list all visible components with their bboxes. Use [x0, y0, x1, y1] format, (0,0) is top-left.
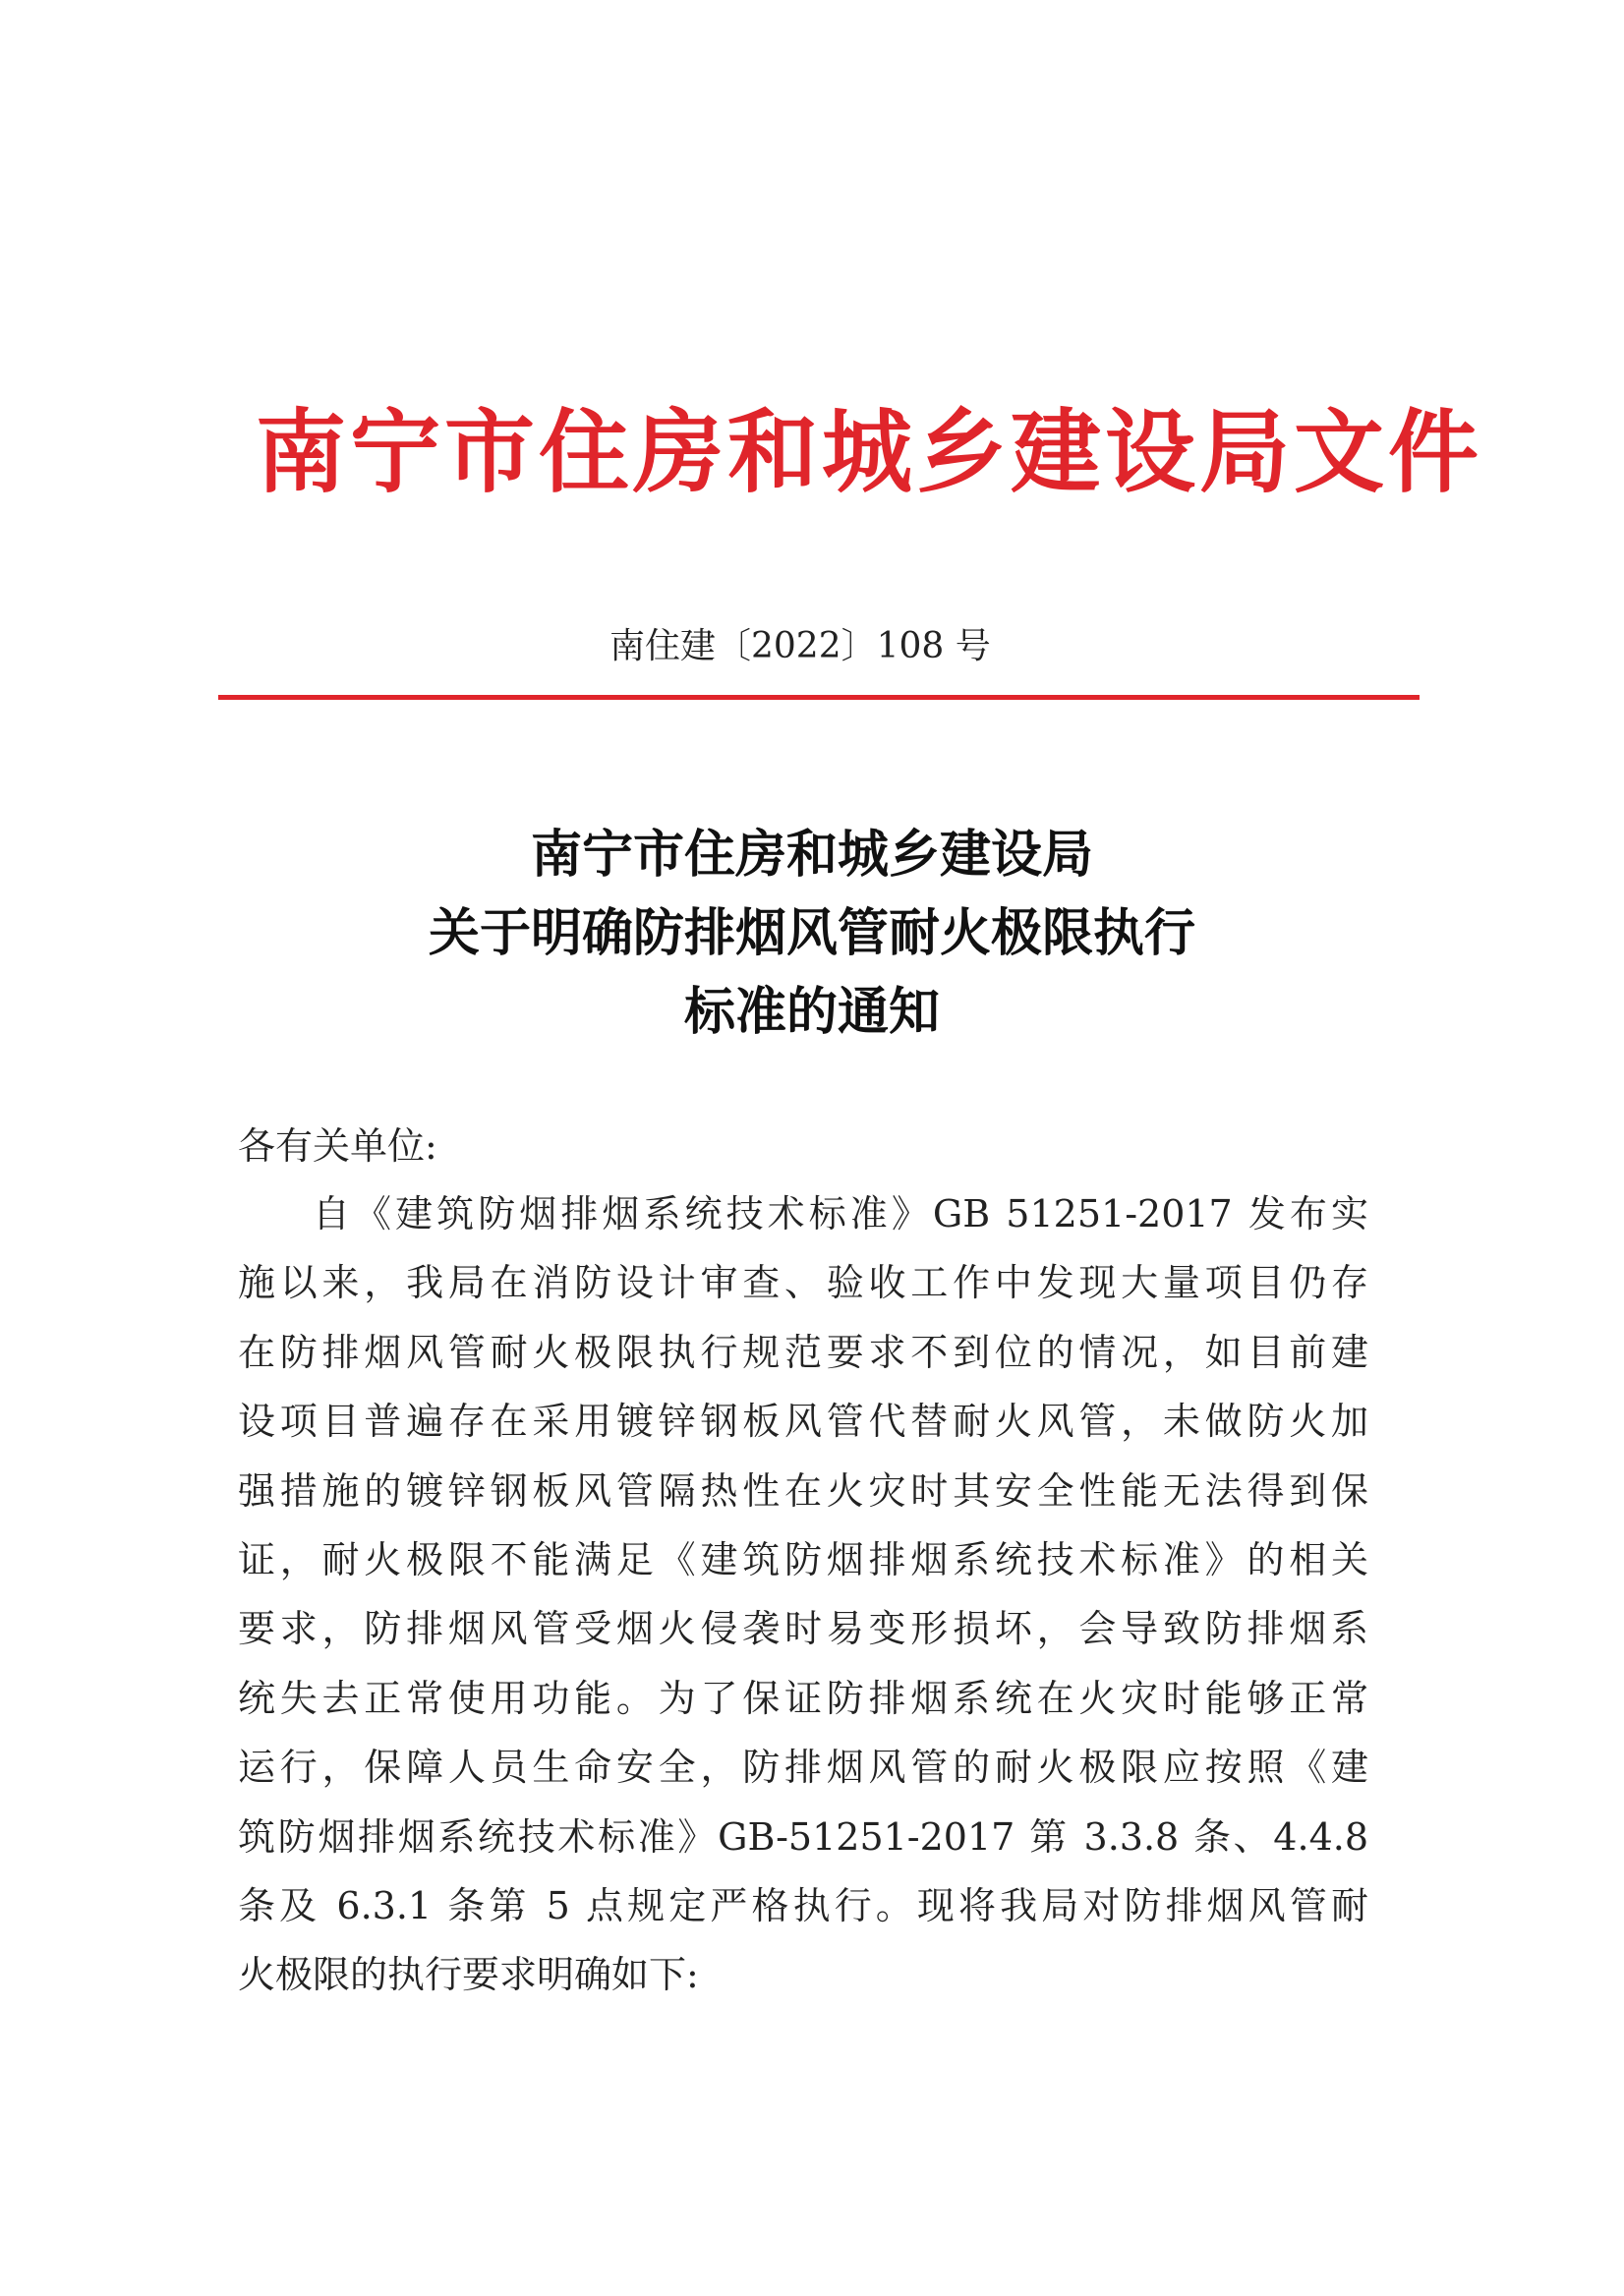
body-line: 自《建筑防烟排烟系统技术标准》GB 51251-2017 发布实 [313, 1192, 1368, 1235]
body-line: 条及 6.3.1 条第 5 点规定严格执行。现将我局对防排烟风管耐 [238, 1883, 1368, 1927]
document-number: 南住建〔2022〕108 号 [609, 626, 991, 666]
header-divider [218, 695, 1420, 700]
body-line: 筑防烟排烟系统技术标准》GB-51251-2017 第 3.3.8 条、4.4.8 [238, 1814, 1368, 1859]
body-paragraph [238, 1179, 1368, 2010]
notice-title-line: 南宁市住房和城乡建设局 [530, 825, 1093, 885]
body-line: 火极限的执行要求明确如下: [238, 1953, 699, 1997]
body-line: 要求，防排烟风管受烟火侵袭时易变形损坏，会导致防排烟系 [238, 1607, 1368, 1651]
body-line: 运行，保障人员生命安全，防排烟风管的耐火极限应按照《建 [238, 1746, 1368, 1790]
body-line: 证，耐火极限不能满足《建筑防烟排烟系统技术标准》的相关 [238, 1537, 1368, 1581]
body-line: 在防排烟风管耐火极限执行规范要求不到位的情况，如目前建 [238, 1330, 1368, 1374]
body-line: 施以来，我局在消防设计审查、验收工作中发现大量项目仍存 [238, 1261, 1368, 1305]
notice-title-line: 关于明确防排烟风管耐火极限执行 [428, 903, 1195, 963]
salutation: 各有关单位: [238, 1124, 437, 1168]
body-line: 统失去正常使用功能。为了保证防排烟系统在火灾时能够正常 [238, 1676, 1368, 1720]
body-line: 强措施的镀锌钢板风管隔热性在火灾时其安全性能无法得到保 [238, 1468, 1368, 1513]
body-line: 设项目普遍存在采用镀锌钢板风管代替耐火风管，未做防火加 [238, 1400, 1368, 1444]
notice-title [222, 816, 1402, 1052]
notice-title-line: 标准的通知 [683, 982, 940, 1042]
agency-header-title: 南宁市住房和城乡建设局文件 [256, 399, 1483, 505]
